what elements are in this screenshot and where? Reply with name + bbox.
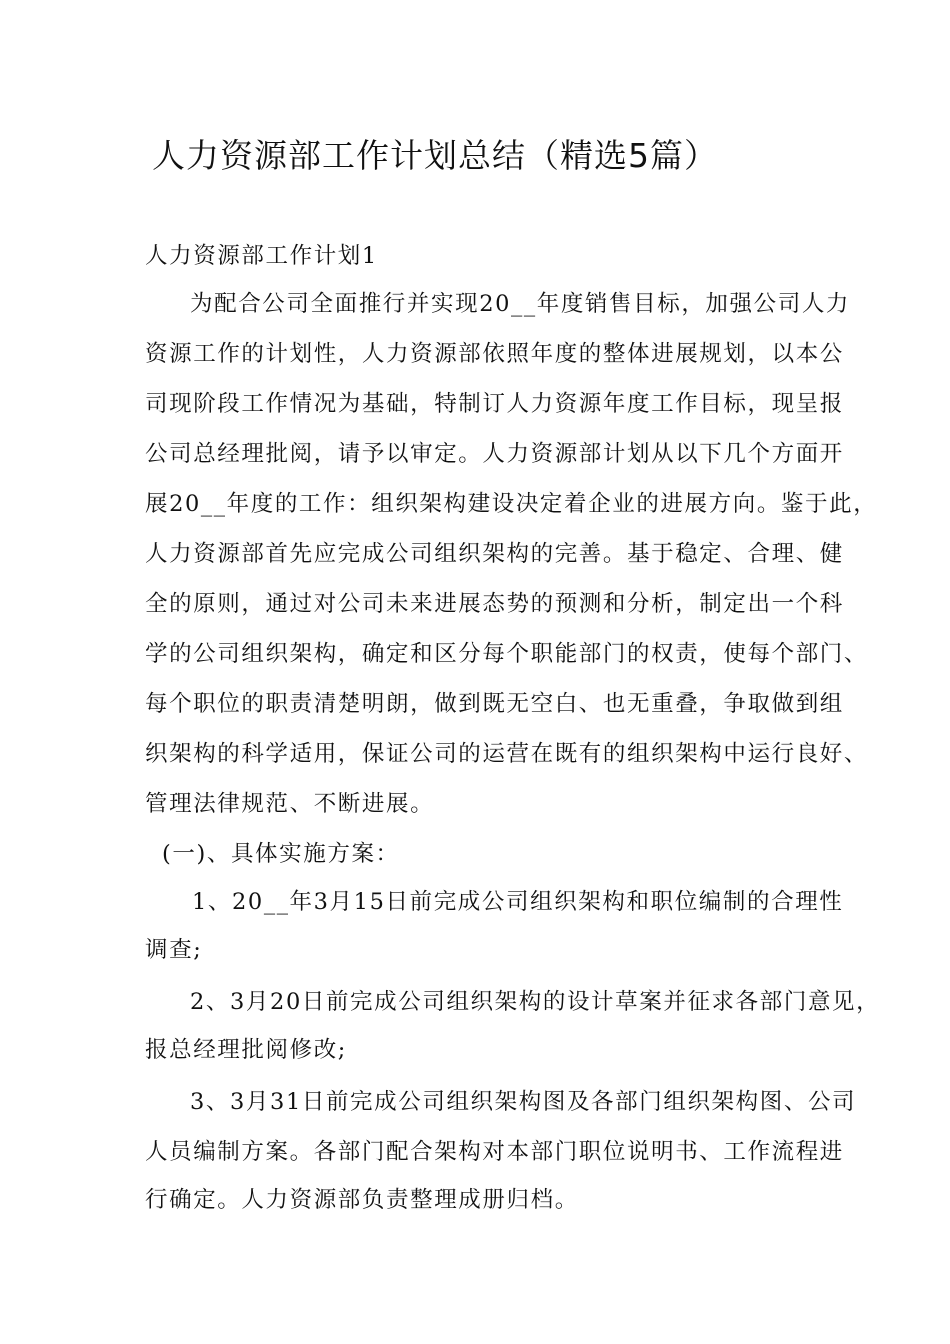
paragraph-line: 展20__年度的工作：组织架构建设决定着企业的进展方向。鉴于此，: [145, 491, 878, 517]
document-title: 人力资源部工作计划总结（精选5篇）: [152, 136, 718, 175]
paragraph-line: 司现阶段工作情况为基础，特制订人力资源年度工作目标，现呈报: [145, 391, 844, 417]
paragraph-line: 为配合公司全面推行并实现20__年度销售目标，加强公司人力: [190, 291, 851, 317]
paragraph-line: 学的公司组织架构，确定和区分每个职能部门的权责，使每个部门、: [145, 641, 869, 667]
paragraph-line: 全的原则，通过对公司未来进展态势的预测和分析，制定出一个科: [145, 591, 844, 617]
item-line: 报总经理批阅修改;: [145, 1037, 347, 1063]
paragraph-line: 资源工作的计划性，人力资源部依照年度的整体进展规划，以本公: [145, 341, 844, 367]
paragraph-line: 管理法律规范、不断进展。: [145, 791, 435, 817]
paragraph-line: 人力资源部首先应完成公司组织架构的完善。基于稳定、合理、健: [145, 541, 844, 567]
item-line: 调查;: [145, 937, 203, 963]
item-line: 3、3月31日前完成公司组织架构图及各部门组织架构图、公司: [190, 1089, 857, 1115]
item-line: 1、20__年3月15日前完成公司组织架构和职位编制的合理性: [192, 889, 844, 915]
paragraph-line: 每个职位的职责清楚明朗，做到既无空白、也无重叠，争取做到组: [145, 691, 844, 717]
item-line: 人员编制方案。各部门配合架构对本部门职位说明书、工作流程进: [145, 1139, 844, 1165]
item-line: 行确定。人力资源部负责整理成册归档。: [145, 1187, 579, 1213]
subheading: (一)、具体实施方案：: [162, 841, 400, 867]
paragraph-line: 织架构的科学适用，保证公司的运营在既有的组织架构中运行良好、: [145, 741, 869, 767]
section-heading: 人力资源部工作计划1: [145, 243, 378, 269]
item-line: 2、3月20日前完成公司组织架构的设计草案并征求各部门意见，: [190, 989, 881, 1015]
paragraph-line: 公司总经理批阅，请予以审定。人力资源部计划从以下几个方面开: [145, 441, 844, 467]
